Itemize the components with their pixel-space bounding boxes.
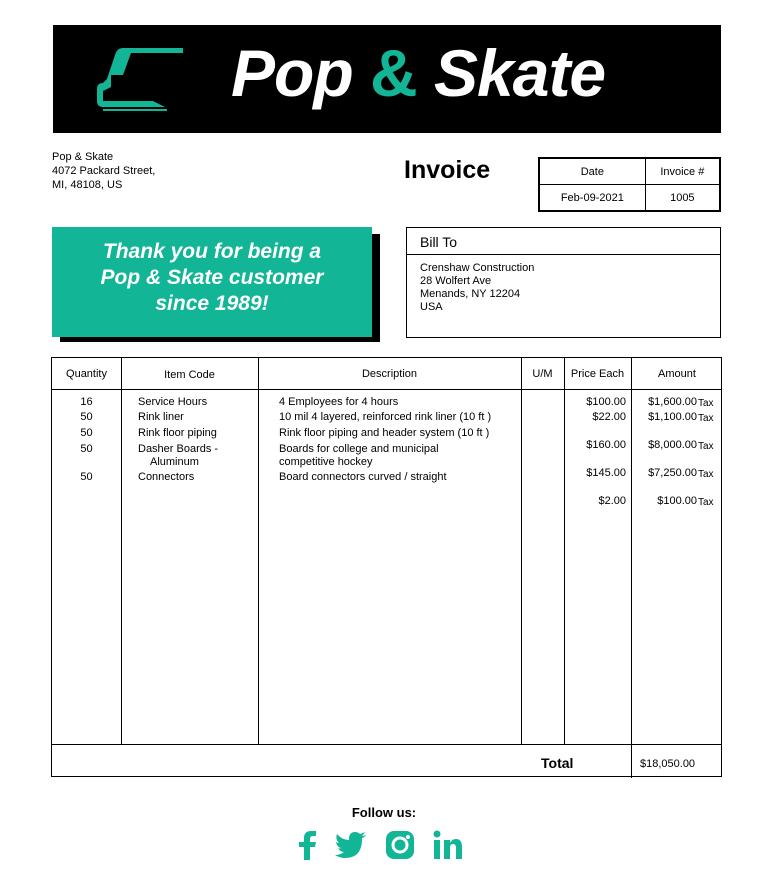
invoice-number: 1005 [645, 185, 719, 211]
company-address [52, 150, 155, 192]
row-tax: Tax [698, 413, 714, 424]
row-description: 4 Employees for 4 hours [279, 396, 399, 408]
invoice-meta-table [538, 157, 721, 212]
row-amount: $1,600.00 [648, 396, 697, 408]
header-price-each: Price Each [570, 367, 625, 380]
row-price: $160.00 [586, 439, 626, 451]
header-quantity: Quantity [66, 367, 107, 380]
row-quantity: 50 [80, 443, 93, 455]
row-item-code: Service Hours [138, 396, 208, 408]
brand-name [231, 35, 605, 111]
bill-to-country: USA [420, 301, 443, 313]
bill-to-box [406, 227, 721, 338]
thanks-line-1: Thank you for being a [102, 240, 322, 263]
thank-you-banner [52, 227, 372, 337]
row-tax: Tax [698, 398, 714, 409]
total-divider [52, 744, 721, 745]
bill-to-label: Bill To [407, 228, 720, 255]
header-amount: Amount [658, 367, 696, 380]
row-description: Board connectors curved / straight [279, 471, 447, 483]
company-name: Pop & Skate [52, 151, 114, 163]
invoice-date: Feb-09-2021 [540, 185, 646, 211]
header-item-code: Item Code [164, 369, 215, 381]
total-value: $18,050.00 [640, 758, 696, 770]
brand-name-skate: Skate [434, 36, 606, 110]
row-amount: $100.00 [657, 495, 697, 507]
column-divider [121, 358, 122, 744]
date-label: Date [540, 159, 646, 185]
invoice-title: Invoice [404, 156, 491, 184]
twitter-icon[interactable] [335, 831, 367, 859]
bill-to-address [407, 255, 720, 314]
brand-ampersand: & [370, 36, 417, 110]
line-items-table [51, 357, 722, 777]
column-divider [521, 358, 522, 744]
row-description-line-2: competitive hockey [279, 456, 373, 468]
bill-to-city: Menands, NY 12204 [420, 288, 521, 300]
header-description: Description [361, 367, 418, 380]
total-label: Total [541, 755, 574, 771]
instagram-icon[interactable] [385, 830, 415, 860]
skate-logo-icon [93, 45, 213, 115]
bill-to-street: 28 Wolfert Ave [420, 275, 492, 287]
column-divider [258, 358, 259, 744]
row-quantity: 50 [80, 427, 93, 439]
company-city: MI, 48108, US [52, 179, 123, 191]
row-item-code-line-2: Aluminum [150, 456, 199, 468]
row-quantity: 50 [80, 471, 93, 483]
social-links [297, 830, 463, 860]
row-quantity: 50 [80, 411, 93, 423]
row-description: 10 mil 4 layered, reinforced rink liner (10 ft ) [279, 411, 492, 423]
header-um: U/M [532, 367, 553, 380]
bill-to-name: Crenshaw Construction [420, 262, 535, 274]
row-amount: $7,250.00 [648, 467, 697, 479]
row-amount: $8,000.00 [648, 439, 697, 451]
follow-us-label: Follow us: [351, 805, 417, 820]
row-price: $145.00 [586, 467, 626, 479]
brand-name-pop: Pop [231, 36, 353, 110]
row-tax: Tax [698, 497, 714, 508]
row-item-code: Dasher Boards - [138, 443, 219, 455]
company-street: 4072 Packard Street, [52, 165, 156, 177]
brand-banner [53, 25, 721, 133]
row-description: Boards for college and municipal [279, 443, 439, 455]
row-quantity: 16 [80, 396, 93, 408]
row-item-code: Rink floor piping [138, 427, 217, 439]
row-description: Rink floor piping and header system (10 ft ) [279, 427, 490, 439]
facebook-icon[interactable] [297, 830, 317, 860]
row-item-code: Connectors [138, 471, 195, 483]
row-price: $100.00 [586, 396, 626, 408]
header-divider [52, 389, 721, 390]
row-tax: Tax [698, 441, 714, 452]
row-item-code: Rink liner [138, 411, 184, 423]
invoice-number-label: Invoice # [645, 159, 719, 185]
row-amount: $1,100.00 [648, 411, 697, 423]
row-price: $2.00 [598, 495, 626, 507]
row-tax: Tax [698, 469, 714, 480]
thanks-line-3: since 1989! [155, 292, 269, 315]
thanks-line-2: Pop & Skate customer [100, 266, 324, 289]
row-price: $22.00 [592, 411, 626, 423]
linkedin-icon[interactable] [433, 830, 463, 860]
